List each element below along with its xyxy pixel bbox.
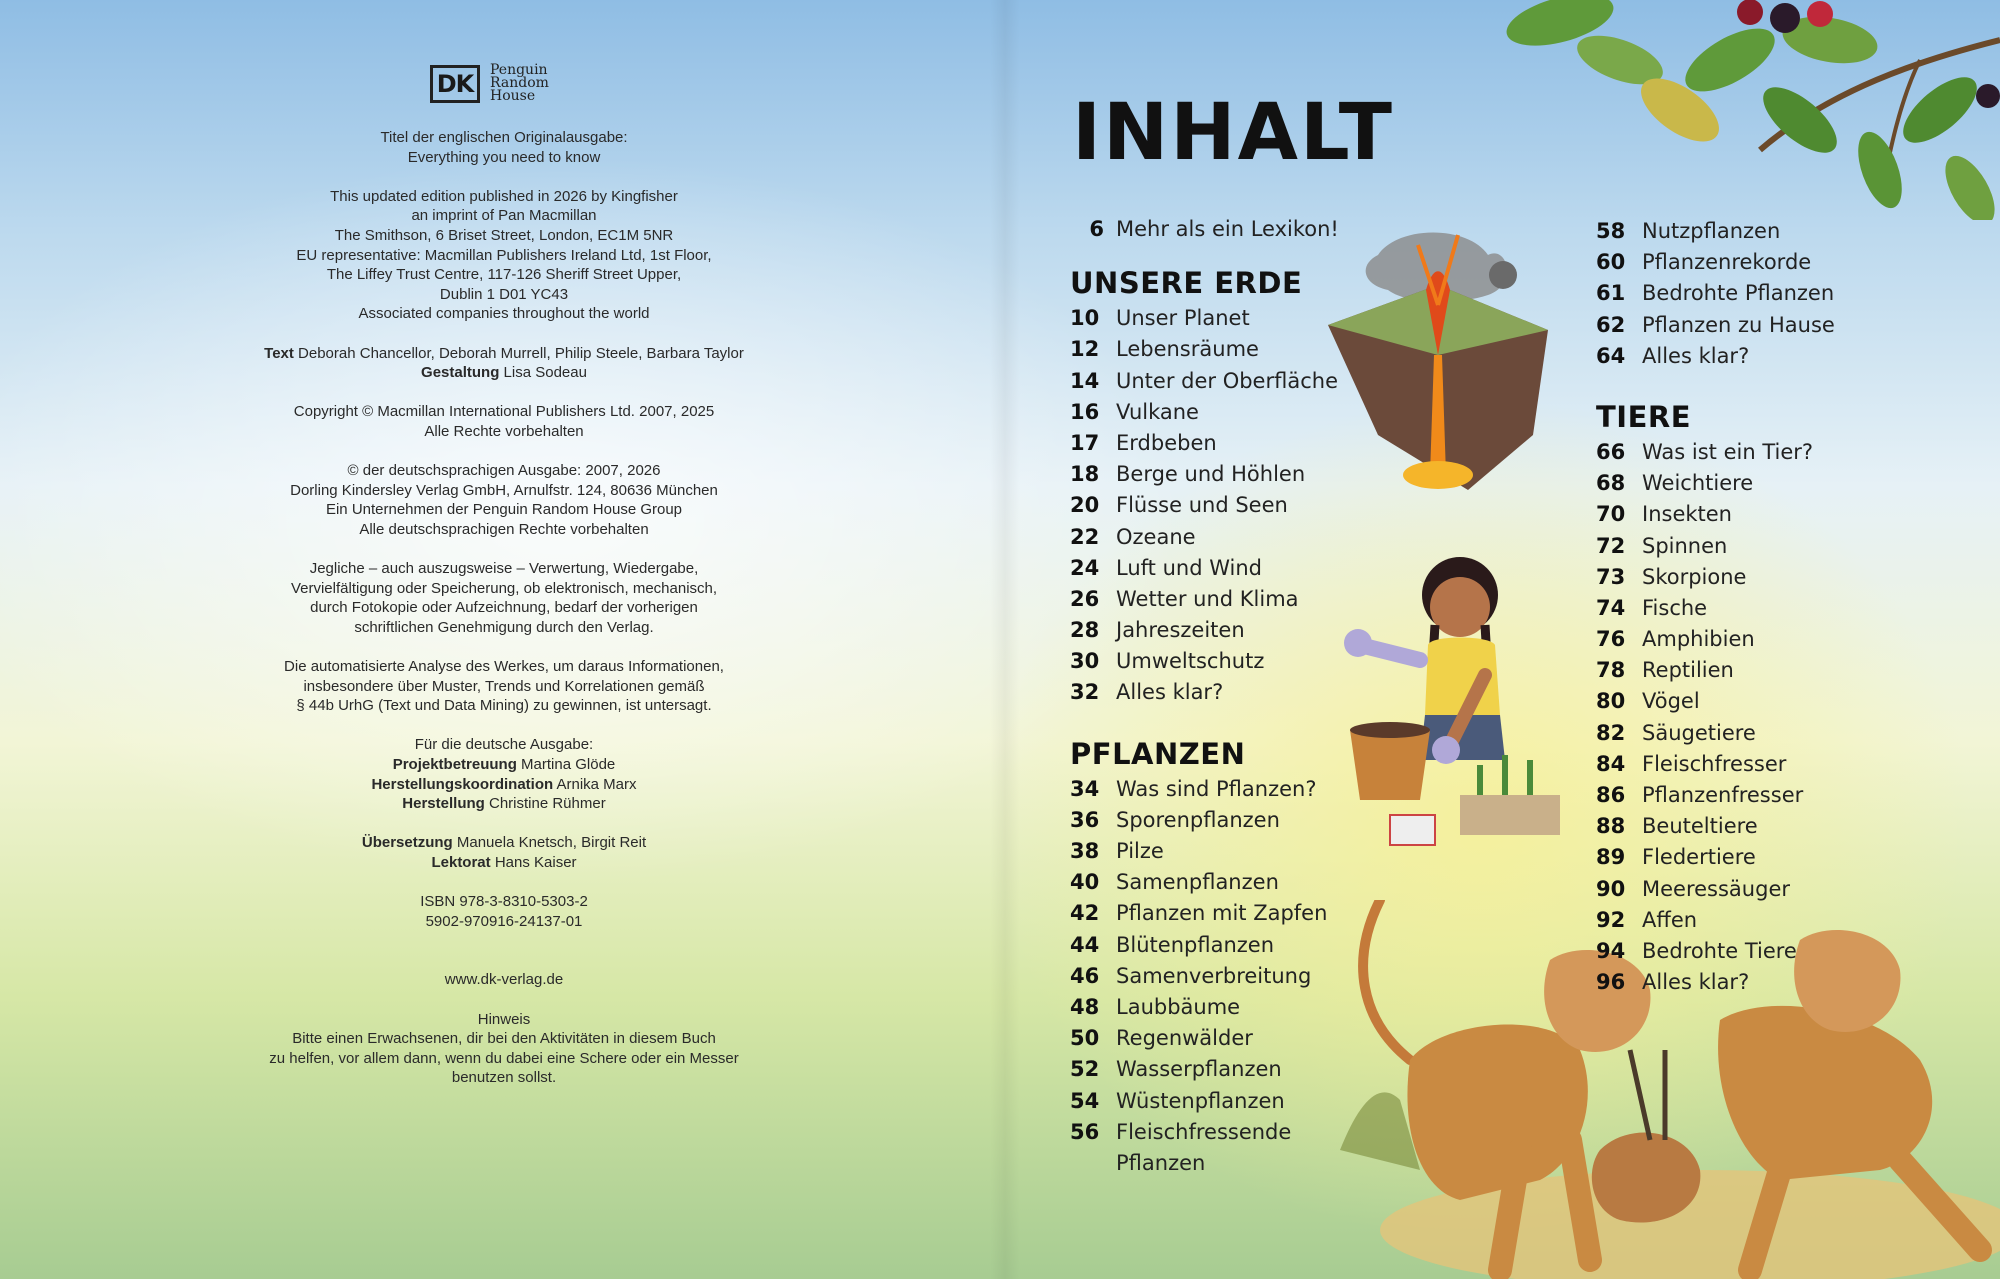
toc-page-number: 24 [1070, 555, 1100, 580]
toc-page-number: 42 [1070, 901, 1100, 926]
toc-entry-label: Was sind Pflanzen? [1116, 776, 1317, 801]
toc-section-list [1070, 303, 1390, 708]
toc-page-number: 40 [1070, 870, 1100, 895]
toc-page-number: 88 [1596, 814, 1626, 839]
copyright-block: Copyright © Macmillan International Publishers Ltd. 2007, 2025 Alle Rechte vorbehalten [293, 403, 715, 440]
german-credits-block: Für die deutsche Ausgabe: Projektbetreuung Martina Glöde Herstellungskoordination Arnika Marx Herstellung Christine Rühmer [371, 736, 637, 813]
toc-entry-label: Pflanzen zu Hause [1642, 312, 1835, 337]
toc-entry-label: Amphibien [1642, 627, 1755, 652]
toc-entry[interactable] [1596, 749, 1916, 780]
toc-entry-label: Pflanzen mit Zapfen [1116, 901, 1328, 926]
toc-entry[interactable] [1070, 961, 1390, 992]
toc-entry-label: Pilze [1116, 839, 1164, 863]
toc-page-number: 17 [1070, 430, 1100, 455]
toc-entry-label: Pflanzenfresser [1642, 783, 1804, 807]
toc-entry[interactable] [1070, 930, 1390, 961]
toc-entry[interactable] [1596, 718, 1916, 749]
imprint-text [220, 128, 788, 1108]
toc-entry-label: Mehr als ein Lexikon! [1116, 217, 1339, 241]
toc-entry[interactable] [1596, 531, 1916, 562]
toc-entry[interactable] [1596, 780, 1916, 811]
toc-section-heading: PFLANZEN [1070, 736, 1246, 771]
toc-entry-label: Pflanzenrekorde [1642, 250, 1812, 275]
toc-entry-label: Berge und Höhlen [1116, 462, 1306, 487]
toc-entry[interactable] [1070, 992, 1390, 1023]
toc-entry[interactable] [1070, 584, 1390, 615]
toc-entry-label: Insekten [1642, 502, 1732, 527]
toc-entry[interactable] [1596, 216, 1916, 247]
toc-entry[interactable] [1070, 214, 1390, 245]
toc-entry-label: Affen [1642, 907, 1698, 932]
toc-entry-label: Fische [1642, 595, 1708, 620]
publisher-block: This updated edition published in 2026 by Kingfisher an imprint of Pan Macmillan The Smithson, 6 Briset Street, London, EC1M 5NR EU representative: Macmillan Publishers Ireland Ltd, 1st Floor, The Liffey Trust Centre, 117-126 Sheriff Street Upper, Dublin 1 D01 YC43 Associated companies throughout the world [296, 187, 712, 323]
toc-page-number: 78 [1596, 658, 1626, 683]
toc-page-number: 58 [1596, 219, 1626, 243]
toc-entry[interactable] [1596, 624, 1916, 655]
toc-entry-label: Nutzpflanzen [1642, 219, 1781, 243]
toc-entry[interactable] [1596, 842, 1916, 873]
toc-entry[interactable] [1070, 428, 1390, 459]
toc-entry[interactable] [1596, 593, 1916, 624]
toc-entry-label: Alles klar? [1642, 343, 1750, 368]
toc-page-number: 30 [1070, 649, 1100, 674]
toc-entry-label: Pflanzen [1116, 1150, 1206, 1175]
publisher-logo [430, 64, 549, 103]
credits-block: Text Deborah Chancellor, Deborah Murrell, Philip Steele, Barbara Taylor Gestaltung Lisa Sodeau [264, 344, 744, 382]
toc-entry[interactable] [1070, 397, 1390, 428]
toc-page-number: 36 [1070, 807, 1100, 832]
toc-page-number: 26 [1070, 586, 1100, 611]
toc-page-number: 60 [1596, 250, 1626, 275]
toc-column-2 [1596, 216, 1916, 998]
toc-page-number: 92 [1596, 907, 1626, 932]
toc-entry[interactable] [1070, 459, 1390, 490]
toc-section-list [1596, 437, 1916, 998]
german-edition-block: © der deutschsprachigen Ausgabe: 2007, 2026 Dorling Kindersley Verlag GmbH, Arnulfstr. 124, 80636 München Ein Unternehmen der Penguin Random House Group Alle deutschsprachigen Rechte vorbehalten [290, 462, 718, 538]
toc-entry-label: Wetter und Klima [1116, 586, 1299, 611]
toc-page-number: 70 [1596, 502, 1626, 527]
toc-entry-label: Flüsse und Seen [1116, 493, 1288, 518]
toc-entry-label: Regenwälder [1116, 1026, 1253, 1051]
toc-entry[interactable] [1596, 655, 1916, 686]
toc-entry[interactable] [1070, 303, 1390, 334]
toc-page-number: 44 [1070, 932, 1100, 957]
toc-page-number: 72 [1596, 533, 1626, 558]
toc-page-number: 86 [1596, 783, 1626, 807]
toc-entry[interactable] [1596, 499, 1916, 530]
dk-logo: DK [430, 65, 480, 103]
toc-entry-label: Vögel [1642, 689, 1700, 714]
toc-entry[interactable] [1070, 366, 1390, 397]
prh-logo: Penguin Random House [490, 62, 549, 104]
toc-entry-label: Weichtiere [1642, 471, 1754, 496]
toc-page-number: 82 [1596, 720, 1626, 745]
toc-entry-label: Vulkane [1116, 399, 1199, 424]
toc-section-list [1070, 774, 1390, 1179]
toc-entry[interactable] [1070, 522, 1390, 553]
toc-entry[interactable] [1596, 310, 1916, 341]
toc-entry-label: Fleischfresser [1642, 751, 1787, 776]
toc-entry[interactable] [1596, 437, 1916, 468]
toc-page-number: 54 [1070, 1088, 1100, 1113]
toc-entry-label: Meeressäuger [1642, 876, 1790, 901]
toc-page-number: 52 [1070, 1057, 1100, 1082]
toc-page-number: 76 [1596, 627, 1626, 652]
toc-page-number: 84 [1596, 751, 1626, 776]
toc-page-number: 22 [1070, 524, 1100, 549]
book-spine [990, 0, 1020, 1279]
toc-page-number: 48 [1070, 994, 1100, 1019]
toc-entry[interactable] [1070, 677, 1390, 708]
toc-column-1 [1070, 214, 1390, 1179]
toc-page-number: 6 [1089, 217, 1104, 241]
toc-page-number: 56 [1070, 1119, 1100, 1144]
toc-entry-label: Umweltschutz [1116, 649, 1265, 674]
toc-page-number: 90 [1596, 876, 1626, 901]
toc-entry[interactable] [1596, 967, 1916, 998]
toc-entry[interactable] [1596, 905, 1916, 936]
toc-page-number: 61 [1596, 281, 1626, 306]
blackberry-branch-icon [1500, 0, 2000, 220]
toc-entry-label: Fledertiere [1642, 845, 1756, 870]
toc-entry-label: Reptilien [1642, 658, 1734, 683]
toc-entry[interactable] [1070, 490, 1390, 521]
toc-entry-label: Alles klar? [1116, 680, 1224, 705]
toc-page-number: 32 [1070, 680, 1100, 705]
toc-entry[interactable] [1070, 774, 1390, 805]
toc-section-heading: TIERE [1596, 399, 1692, 434]
toc-entry-label: Unser Planet [1116, 306, 1250, 331]
toc-entry[interactable] [1070, 334, 1390, 365]
isbn-block: ISBN 978-3-8310-5303-2 5902-970916-24137-01 [420, 893, 588, 930]
toc-entry[interactable] [1070, 805, 1390, 836]
original-title-block: Titel der englischen Originalausgabe: Everything you need to know [380, 129, 628, 166]
toc-page-number: 80 [1596, 689, 1626, 714]
toc-section-heading: UNSERE ERDE [1070, 266, 1303, 301]
toc-entry[interactable] [1070, 553, 1390, 584]
toc-entry-label: Fleischfressende [1116, 1119, 1292, 1144]
toc-page-number: 62 [1596, 312, 1626, 337]
toc-entry-label: Luft und Wind [1116, 555, 1262, 580]
toc-page-number: 46 [1070, 963, 1100, 988]
toc-entry[interactable] [1596, 874, 1916, 905]
toc-section-list [1596, 216, 1916, 372]
toc-page-number: 74 [1596, 595, 1626, 620]
toc-page-number: 68 [1596, 471, 1626, 496]
toc-entry-label: Bedrohte Tiere [1642, 938, 1797, 963]
toc-entry-label: Sporenpflanzen [1116, 807, 1280, 832]
toc-entry-label: Samenverbreitung [1116, 963, 1312, 988]
toc-entry[interactable] [1070, 836, 1390, 867]
toc-entry[interactable] [1070, 1117, 1390, 1148]
toc-page-number: 73 [1596, 564, 1626, 589]
toc-entry[interactable] [1070, 1054, 1390, 1085]
toc-entry-label: Unter der Oberfläche [1116, 368, 1338, 393]
toc-entry-label: Wüstenpflanzen [1116, 1088, 1285, 1113]
toc-entry-label: Spinnen [1642, 533, 1728, 558]
toc-entry-label: Bedrohte Pflanzen [1642, 281, 1835, 306]
toc-entry[interactable] [1070, 1086, 1390, 1117]
toc-page-number: 34 [1070, 776, 1100, 801]
tdm-block: Die automatisierte Analyse des Werkes, um daraus Informationen, insbesondere über Muster, Trends und Korrelationen gemäß § 44b UrhG (Text und Data Mining) zu gewinnen, ist untersagt. [284, 658, 724, 715]
toc-entry[interactable] [1596, 562, 1916, 593]
translation-block: Übersetzung Manuela Knetsch, Birgit Reit Lektorat Hans Kaiser [361, 834, 647, 871]
toc-entry-label: Beuteltiere [1642, 814, 1758, 839]
toc-page-number: 94 [1596, 938, 1626, 963]
toc-entry[interactable] [1596, 468, 1916, 499]
toc-entry[interactable] [1596, 686, 1916, 717]
toc-page-number: 16 [1070, 399, 1100, 424]
toc-entry-label: Alles klar? [1642, 970, 1750, 995]
website: www.dk-verlag.de [444, 971, 564, 989]
toc-entry-label: Samenpflanzen [1116, 870, 1279, 895]
toc-page-number: 10 [1070, 306, 1100, 331]
legal-block: Jegliche – auch auszugsweise – Verwertung, Wiedergabe, Vervielfältigung oder Speicherung, ob elektronisch, mechanisch, durch Fotokopie oder Aufzeichnung, bedarf der vorherigen schriftlichen Genehmigung durch den Verlag. [290, 560, 718, 636]
toc-page-number: 96 [1596, 970, 1626, 995]
toc-entry[interactable] [1596, 811, 1916, 842]
toc-entry[interactable] [1070, 615, 1390, 646]
toc-page-number: 20 [1070, 493, 1100, 518]
toc-entry-label: Ozeane [1116, 524, 1196, 549]
toc-entry[interactable] [1070, 1023, 1390, 1054]
toc-entry-label: Erdbeben [1116, 430, 1217, 455]
toc-title: INHALT [1072, 88, 1394, 178]
toc-page-number: 38 [1070, 839, 1100, 863]
toc-page-number: 28 [1070, 618, 1100, 643]
note-block: Hinweis Bitte einen Erwachsenen, dir bei den Aktivitäten in diesem Buch zu helfen, vor allem dann, wenn du dabei eine Schere oder ein Messer benutzen sollst. [269, 1010, 739, 1087]
toc-entry[interactable] [1596, 247, 1916, 278]
toc-entry[interactable] [1070, 1148, 1390, 1179]
toc-page-number: 12 [1070, 337, 1100, 362]
toc-entry-label: Laubbäume [1116, 994, 1241, 1019]
toc-page-number: 89 [1596, 845, 1626, 870]
toc-page-number: 18 [1070, 462, 1100, 487]
toc-page-number: 66 [1596, 439, 1626, 464]
toc-entry[interactable] [1070, 898, 1390, 929]
toc-page-number: 14 [1070, 368, 1100, 393]
toc-page-number: 50 [1070, 1026, 1100, 1051]
toc-entry-label: Jahreszeiten [1116, 618, 1245, 643]
toc-entry[interactable] [1070, 646, 1390, 677]
toc-entry-label: Was ist ein Tier? [1642, 439, 1814, 464]
toc-entry[interactable] [1070, 867, 1390, 898]
toc-entry[interactable] [1596, 278, 1916, 309]
toc-entry-label: Skorpione [1642, 564, 1747, 589]
toc-entry-label: Lebensräume [1116, 337, 1259, 362]
toc-entry-label: Blütenpflanzen [1116, 932, 1275, 957]
toc-entry[interactable] [1596, 341, 1916, 372]
toc-page-number [1070, 1148, 1116, 1179]
toc-entry-label: Säugetiere [1642, 720, 1756, 745]
toc-page-number: 64 [1596, 343, 1626, 368]
toc-entry[interactable] [1596, 936, 1916, 967]
toc-entry-label: Wasserpflanzen [1116, 1057, 1282, 1082]
